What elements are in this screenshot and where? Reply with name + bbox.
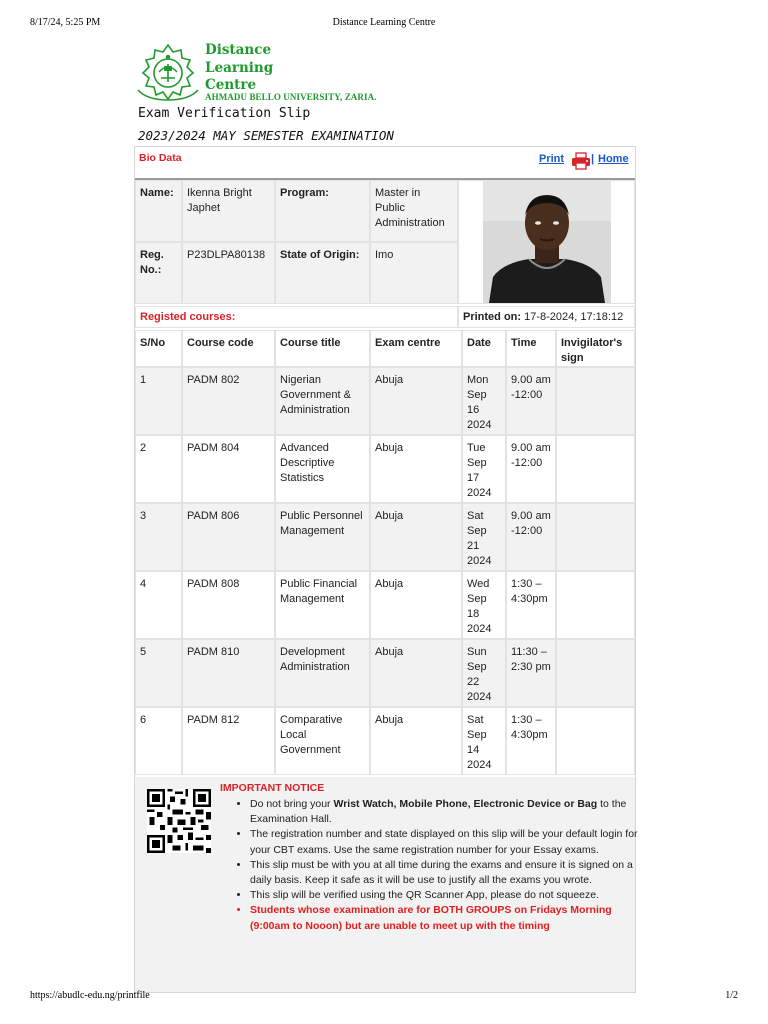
row-6-centre: Abuja: [370, 707, 462, 775]
bio-data-label: Bio Data: [139, 152, 182, 164]
logo-line-2: Learning: [205, 59, 274, 76]
header-course-title: Course title: [275, 330, 370, 367]
semester-title: 2023/2024 MAY SEMESTER EXAMINATION: [138, 128, 394, 143]
row-3-centre: Abuja: [370, 503, 462, 571]
header-invigilator-sign: Invigilator's sign: [556, 330, 635, 367]
row-1-sign: [556, 367, 635, 435]
row-6-sno: 6: [135, 707, 182, 775]
logo-university-name: AHMADU BELLO UNIVERSITY, ZARIA.: [205, 92, 377, 102]
registered-courses-label: Registed courses:: [140, 311, 236, 323]
print-link[interactable]: Print: [539, 153, 565, 165]
home-link[interactable]: Home: [598, 153, 629, 165]
important-notice: [135, 777, 638, 992]
row-2-title: Advanced Descriptive Statistics: [275, 435, 370, 503]
slip-title: Exam Verification Slip: [138, 106, 311, 121]
print-page-title: Distance Learning Centre: [332, 17, 436, 28]
row-3-sign: [556, 503, 635, 571]
row-3-time: 9.00 am -12:00: [506, 503, 556, 571]
row-3-code: PADM 806: [182, 503, 275, 571]
reg-no-label: Reg. No.:: [135, 242, 182, 304]
notice-item: • The registration number and state displayed on this slip will be your default login for your CBT exams. Use the same registration number for your Essay exams.: [250, 827, 643, 857]
name-value: Ikenna Bright Japhet: [182, 180, 275, 242]
row-4-code: PADM 808: [182, 571, 275, 639]
notice-item: • This slip must be with you at all time during the exams and ensure it is signed on a daily basis. Keep it safe as it will be use to justify all the exams you wrote.: [250, 858, 643, 888]
notice-item: [250, 797, 643, 827]
row-2-centre: Abuja: [370, 435, 462, 503]
notice-item-alert: • Students whose examination are for BOTH GROUPS on Fridays Morning (9:00am to Nooon) but are unable to meet up with the timing: [250, 903, 643, 933]
row-5-time: 11:30 – 2:30 pm: [506, 639, 556, 707]
row-6-code: PADM 812: [182, 707, 275, 775]
row-2-sno: 2: [135, 435, 182, 503]
row-2-date: Tue Sep 17 2024: [462, 435, 506, 503]
row-2-code: PADM 804: [182, 435, 275, 503]
row-6-sign: [556, 707, 635, 775]
print-datetime: 8/17/24, 5:25 PM: [30, 17, 101, 28]
name-label: Name:: [135, 180, 182, 242]
printed-on-cell: [458, 306, 635, 328]
notice-item-1-tail: to the Examination Hall.: [250, 798, 627, 826]
state-of-origin-label: State of Origin:: [275, 242, 370, 304]
row-5-date: Sun Sep 22 2024: [462, 639, 506, 707]
row-4-title: Public Financial Management: [275, 571, 370, 639]
printed-on-label: Printed on:: [463, 311, 522, 323]
print-page-number: 1/2: [725, 990, 738, 1001]
row-4-sno: 4: [135, 571, 182, 639]
row-1-sno: 1: [135, 367, 182, 435]
university-seal-icon: [135, 42, 201, 102]
row-5-sno: 5: [135, 639, 182, 707]
header-time: Time: [506, 330, 556, 367]
reg-no-value: P23DLPA80138: [182, 242, 275, 304]
header-date: Date: [462, 330, 506, 367]
row-5-title: Development Administration: [275, 639, 370, 707]
row-3-sno: 3: [135, 503, 182, 571]
notice-item-1-bold: Wrist Watch, Mobile Phone, Electronic Device or Bag: [333, 798, 598, 810]
print-footer: [30, 990, 738, 1004]
qr-code-icon: [147, 789, 211, 853]
bio-data-bar: [135, 147, 635, 180]
row-2-time: 9.00 am -12:00: [506, 435, 556, 503]
header-sno: S/No: [135, 330, 182, 367]
program-value: Master in Public Administration: [370, 180, 458, 242]
notice-item: • This slip will be verified using the QR Scanner App, please do not squeeze.: [250, 888, 643, 903]
printed-on-value: 17-8-2024, 17:18:12: [524, 311, 624, 323]
logo-line-3: Centre: [205, 77, 257, 93]
row-4-time: 1:30 – 4:30pm: [506, 571, 556, 639]
row-4-centre: Abuja: [370, 571, 462, 639]
row-2-sign: [556, 435, 635, 503]
student-photo: [483, 181, 611, 303]
row-6-time: 1:30 – 4:30pm: [506, 707, 556, 775]
logo-wordmark: [205, 42, 273, 95]
row-4-date: Wed Sep 18 2024: [462, 571, 506, 639]
row-6-date: Sat Sep 14 2024: [462, 707, 506, 775]
row-1-title: Nigerian Government & Administration: [275, 367, 370, 435]
printer-icon[interactable]: [571, 152, 591, 170]
notice-list: [236, 797, 643, 934]
header-course-code: Course code: [182, 330, 275, 367]
row-3-title: Public Personnel Management: [275, 503, 370, 571]
row-5-sign: [556, 639, 635, 707]
link-separator: |: [591, 153, 595, 165]
print-url: https://abudlc-edu.ng/printfile: [30, 990, 150, 1001]
row-5-code: PADM 810: [182, 639, 275, 707]
row-1-date: Mon Sep 16 2024: [462, 367, 506, 435]
row-4-sign: [556, 571, 635, 639]
logo-line-1: Distance: [205, 42, 272, 58]
header-exam-centre: Exam centre: [370, 330, 462, 367]
state-of-origin-value: Imo: [370, 242, 458, 304]
row-5-centre: Abuja: [370, 639, 462, 707]
row-3-date: Sat Sep 21 2024: [462, 503, 506, 571]
row-1-time: 9.00 am -12:00: [506, 367, 556, 435]
row-1-centre: Abuja: [370, 367, 462, 435]
notice-item-1-text: Do not bring your: [250, 798, 334, 810]
program-label: Program:: [275, 180, 370, 242]
print-header: [30, 17, 738, 31]
notice-title: IMPORTANT NOTICE: [220, 782, 325, 794]
row-6-title: Comparative Local Government: [275, 707, 370, 775]
row-1-code: PADM 802: [182, 367, 275, 435]
registered-courses-label-cell: [135, 306, 458, 328]
dlc-logo: [135, 42, 375, 104]
exam-slip-sheet: [134, 146, 636, 993]
student-photo-illustration: [483, 181, 611, 303]
